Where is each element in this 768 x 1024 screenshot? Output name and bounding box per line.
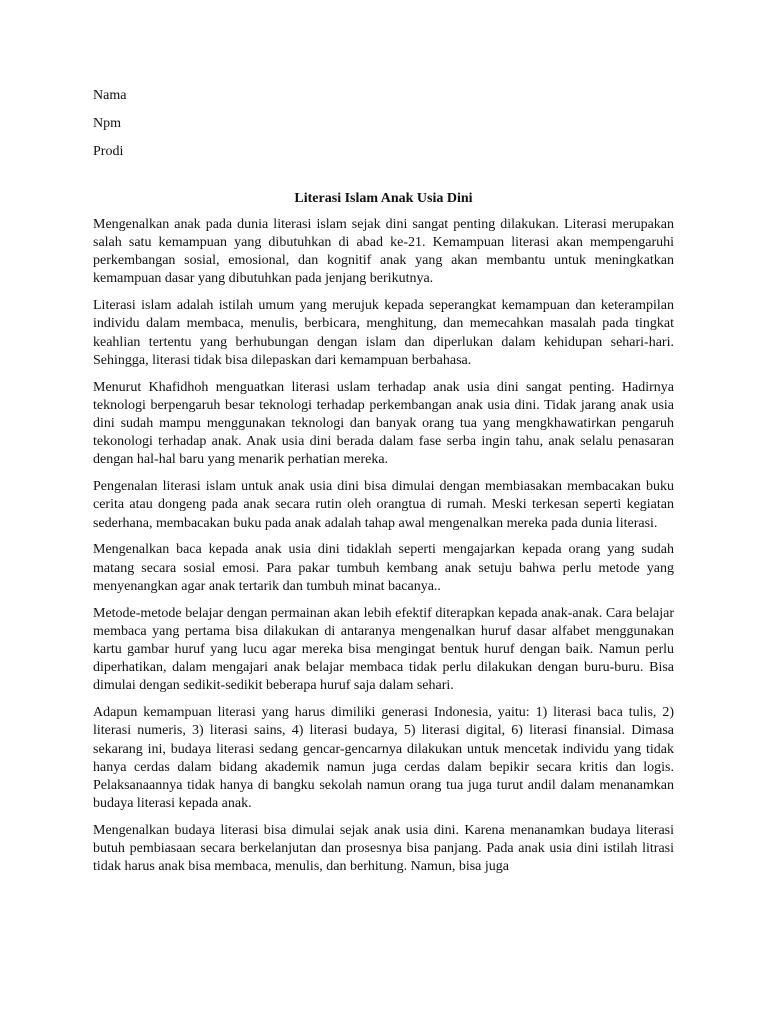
paragraph-5: Mengenalkan baca kepada anak usia dini tidaklah seperti mengajarkan kepada orang yang sudah matang secara sosial emosi. Para pakar tumbuh kembang anak setuju bahwa perlu metode yang menyenangkan agar anak tertarik dan tumbuh minat bacanya.. xyxy=(93,542,674,594)
document-page xyxy=(93,87,674,885)
paragraph-2: Literasi islam adalah istilah umum yang merujuk kepada seperangkat kemampuan dan keterampilan individu dalam membaca, menulis, berbicara, menghitung, dan memecahkan masalah pada tingkat keahlian tertentu yang berhubungan dengan islam dan diperlukan dalam kehidupan sehari-hari. Sehingga, literasi tidak bisa dilepaskan dari kemampuan berbahasa. xyxy=(93,298,674,368)
prodi-label: Prodi xyxy=(93,144,124,160)
paragraph-6: Metode-metode belajar dengan permainan akan lebih efektif diterapkan kepada anak-anak. Cara belajar membaca yang pertama bisa dilakukan di antaranya mengenalkan huruf dasar alfabet menggunakan kartu gambar huruf yang lucu agar mereka bisa mengingat bentuk huruf dengan baik. Namun perlu diperhatikan, dalam mengajari anak belajar membaca tidak perlu dilakukan dengan buru-buru. Bisa dimulai dengan sedikit-sedikit beberapa huruf saja dalam sehari. xyxy=(93,605,674,694)
nama-label: Nama xyxy=(93,88,127,103)
paragraph-1: Mengenalkan anak pada dunia literasi islam sejak dini sangat penting dilakukan. Literasi merupakan salah satu kemampuan yang dibutuhkan di abad ke-21. Kemampuan literasi akan mempengaruhi perkembangan sosial, emosional, dan kognitif anak yang akan membantu untuk meningkatkan kemampuan dasar yang dibutuhkan pada jenjang berikutnya. xyxy=(93,216,674,287)
npm-label: Npm xyxy=(93,116,121,132)
paragraph-4: Pengenalan literasi islam untuk anak usia dini bisa dimulai dengan membiasakan membacakan buku cerita atau dongeng pada anak secara rutin oleh orangtua di rumah. Meski terkesan seperti kegiatan sederhana, membacakan buku pada anak adalah tahap awal mengenalkan mereka pada dunia literasi. xyxy=(93,479,674,531)
paragraph-8: Mengenalkan budaya literasi bisa dimulai sejak anak usia dini. Karena menanamkan budaya literasi butuh pembiasaan secara berkelanjutan dan prosesnya bisa panjang. Pada anak usia dini istilah litrasi tidak harus anak bisa membaca, menulis, dan berhitung. Namun, bisa juga xyxy=(93,823,674,875)
identity-header xyxy=(93,87,674,162)
paragraph-3: Menurut Khafidhoh menguatkan literasi uslam terhadap anak usia dini sangat penting. Hadirnya teknologi berpengaruh besar teknologi terhadap perkembangan anak usia dini. Tidak jarang anak usia dini sudah mampu menggunakan teknologi dan banyak orang tua yang mengkhawatirkan pengaruh tekonologi terhadap anak. Anak usia dini berada dalam fase serba ingin tahu, anak selalu penasaran dengan hal-hal baru yang menarik perhatian mereka. xyxy=(93,379,674,468)
paragraph-7: Adapun kemampuan literasi yang harus dimiliki generasi Indonesia, yaitu: 1) literasi baca tulis, 2) literasi numeris, 3) literasi sains, 4) literasi budaya, 5) literasi digital, 6) literasi finansial. Dimasa sekarang ini, budaya literasi sedang gencar-gencarnya dilakukan untuk mencetak individu yang tidak hanya cerdas dalam bidang akademik namun juga cerdas dalam bepikir secara kritis dan logis. Pelaksanaannya tidak hanya di bangku sekolah namun orang tua juga turut andil dalam menanamkan budaya literasi kepada anak. xyxy=(93,705,674,812)
document-title: Literasi Islam Anak Usia Dini xyxy=(294,190,473,206)
